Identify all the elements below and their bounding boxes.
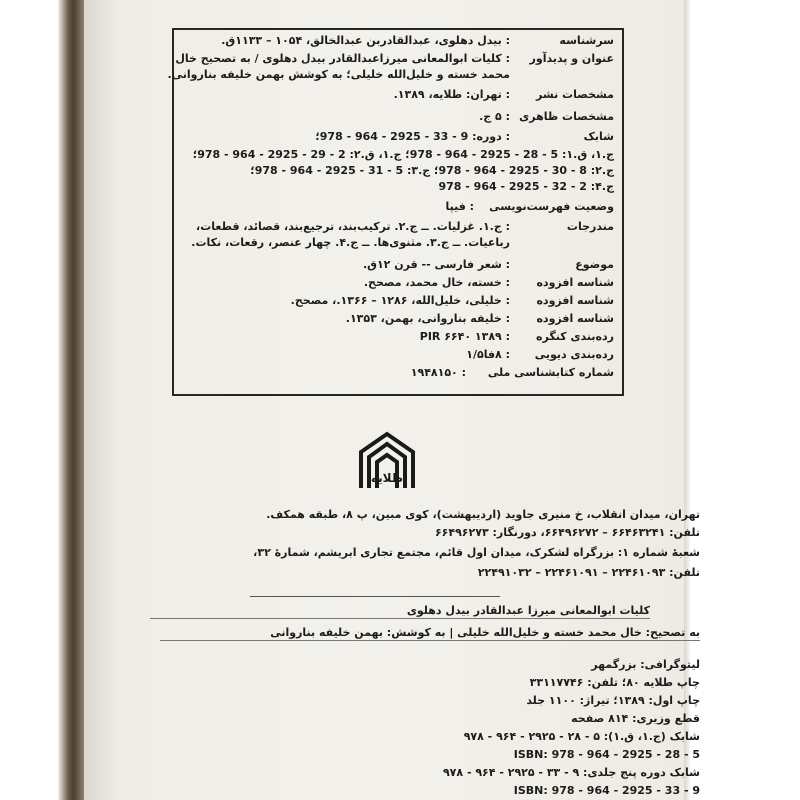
colophon-title: کلیات ابوالمعانی میرزا عبدالقادر بیدل دهلوی xyxy=(150,604,650,619)
colophon-litho: لیتوگرافی: بزرگمهر xyxy=(591,658,700,671)
cip-value: : کلیات ابوالمعانی میرزاعبدالقادر بیدل دهلوی / به تصحیح خال xyxy=(175,52,510,65)
cip-value: : خسته، خال محمد، مصحح. xyxy=(363,276,510,289)
cip-row xyxy=(182,148,614,162)
cip-label: شناسه افزوده xyxy=(536,276,614,289)
cip-value: محمد خسته و خلیل‌الله خلیلی؛ به کوشش بهمن خلیفه بناروانی. xyxy=(167,68,510,81)
cip-label: شابک xyxy=(583,130,614,143)
cip-value: ج.۴: 2 - 32 - 2925 - 964 - 978 xyxy=(438,180,614,193)
cip-row xyxy=(182,258,614,272)
cip-value: : دوره: 9 - 33 - 2925 - 964 - 978؛ xyxy=(315,130,510,143)
cip-label: مشخصات نشر xyxy=(536,88,614,101)
cip-row xyxy=(182,220,614,234)
cip-value: : شعر فارسی -- قرن ۱۲ق. xyxy=(362,258,510,271)
cip-value: : ۸فا۱/۵ xyxy=(466,348,510,361)
cip-value: : فیپا xyxy=(445,200,474,213)
cip-label: شناسه افزوده xyxy=(536,294,614,307)
cip-label: رده‌بندی کنگره xyxy=(536,330,614,343)
cip-row xyxy=(182,348,614,362)
cip-label: عنوان و پدیدآور xyxy=(529,52,614,65)
cip-row xyxy=(182,34,614,48)
cip-value: : خلیلی، خلیل‌الله، ۱۲۸۶ – ۱۳۶۶.، مصحح. xyxy=(290,294,510,307)
cip-row xyxy=(182,366,614,380)
colophon-editors: به تصحیح: خال محمد خسته و خلیل‌الله خلیلی | به کوشش: بهمن خلیفه بناروانی xyxy=(160,626,700,641)
cip-row xyxy=(182,294,614,308)
cip-value: : ج.۱. غزلیات. ــ ج.۲. ترکیب‌بند، ترجیع‌بند، قصائد، قطعات، xyxy=(196,220,510,233)
cip-label: مشخصات ظاهری xyxy=(519,110,614,123)
publisher-branch: شعبهٔ شماره ۱: بزرگراه لشکرک، میدان اول قائم، مجتمع تجاری ابریشم، شمارهٔ ۳۲، xyxy=(253,546,700,559)
cip-row xyxy=(182,180,614,194)
cip-label: رده‌بندی دیویی xyxy=(534,348,614,361)
cip-row xyxy=(182,164,614,178)
cip-row xyxy=(182,88,614,102)
cip-row xyxy=(182,276,614,290)
colophon-isbn: ISBN: 978 - 964 - 2925 - 28 - 5 xyxy=(513,748,700,761)
cip-label: مندرجات xyxy=(566,220,614,233)
divider xyxy=(250,596,500,597)
cip-value: : PIR ۶۶۴۰ ۱۳۸۹ xyxy=(419,330,510,343)
publisher-logo xyxy=(355,430,419,490)
cip-value: : بیدل دهلوی، عبدالقادربن عبدالخالق، ۱۰۵۴ – ۱۱۳۳ق. xyxy=(221,34,510,47)
cip-label: موضوع xyxy=(575,258,614,271)
cip-label: شناسه افزوده xyxy=(536,312,614,325)
cip-row xyxy=(182,110,614,124)
cip-value: رباعیات. ــ ج.۳. مثنوی‌ها. ــ ج.۴. چهار عنصر، رقعات، نکات. xyxy=(191,236,510,249)
cip-value: : ۱۹۴۸۱۵۰ xyxy=(410,366,466,379)
colophon-set-isbn-fa: شابک دوره پنج جلدی: ۹ - ۳۳ - ۲۹۲۵ - ۹۶۴ - ۹۷۸ xyxy=(442,766,700,779)
cip-row xyxy=(182,236,614,250)
cip-row xyxy=(167,68,614,82)
cip-box xyxy=(167,28,624,396)
cip-label: شماره کتابشناسی ملی xyxy=(487,366,614,379)
colophon-edition: چاپ اول: ۱۳۸۹؛ تیراژ: ۱۱۰۰ جلد xyxy=(526,694,700,707)
colophon-print: چاپ طلایه ۸۰؛ تلفن: ۳۳۱۱۷۷۴۶ xyxy=(529,676,700,689)
publisher-address: تهران، میدان انقلاب، خ منیری جاوید (اردیبهشت)، کوی مبین، پ ۸، طبقه همکف. xyxy=(266,508,700,521)
cip-row xyxy=(175,52,614,66)
cip-label: وضعیت فهرست‌نویسی xyxy=(489,200,614,213)
cip-row xyxy=(182,312,614,326)
cip-row xyxy=(182,330,614,344)
cip-value: : خلیفه بناروانی، بهمن، ۱۳۵۳. xyxy=(345,312,510,325)
cip-value: : تهران: طلایه، ۱۳۸۹. xyxy=(393,88,510,101)
cip-row xyxy=(182,130,614,144)
colophon-format: قطع وزیری: ۸۱۴ صفحه xyxy=(571,712,700,725)
book-spine xyxy=(58,0,84,800)
logo-text: طلایه xyxy=(370,471,404,485)
cip-row xyxy=(182,200,614,214)
cip-value: ج.۱، ق.۱: 5 - 28 - 2925 - 964 - 978؛ ج.۱، ق.۲: 2 - 29 - 2925 - 964 - 978؛ xyxy=(192,148,614,161)
cip-label: سرشناسه xyxy=(559,34,614,47)
colophon-set-isbn: ISBN: 978 - 964 - 2925 - 33 - 9 xyxy=(513,784,700,797)
publisher-branch-phone: تلفن: ۲۲۴۶۱۰۹۳ – ۲۲۴۶۱۰۹۱ – ۲۲۴۹۱۰۳۲ xyxy=(477,566,700,579)
publisher-phone: تلفن: ۶۶۴۶۳۲۴۱ – ۶۶۴۹۶۲۷۲، دورنگار: ۶۶۴۹۶۲۷۳ xyxy=(434,526,700,539)
colophon-isbn-fa: شابک (ج.۱، ق.۱): ۵ - ۲۸ - ۲۹۲۵ - ۹۶۴ - ۹۷۸ xyxy=(463,730,700,743)
cip-value: ج.۲: 8 - 30 - 2925 - 964 - 978؛ ج.۳: 5 - 31 - 2925 - 964 - 978؛ xyxy=(250,164,614,177)
cip-value: : ۵ ج. xyxy=(479,110,510,123)
